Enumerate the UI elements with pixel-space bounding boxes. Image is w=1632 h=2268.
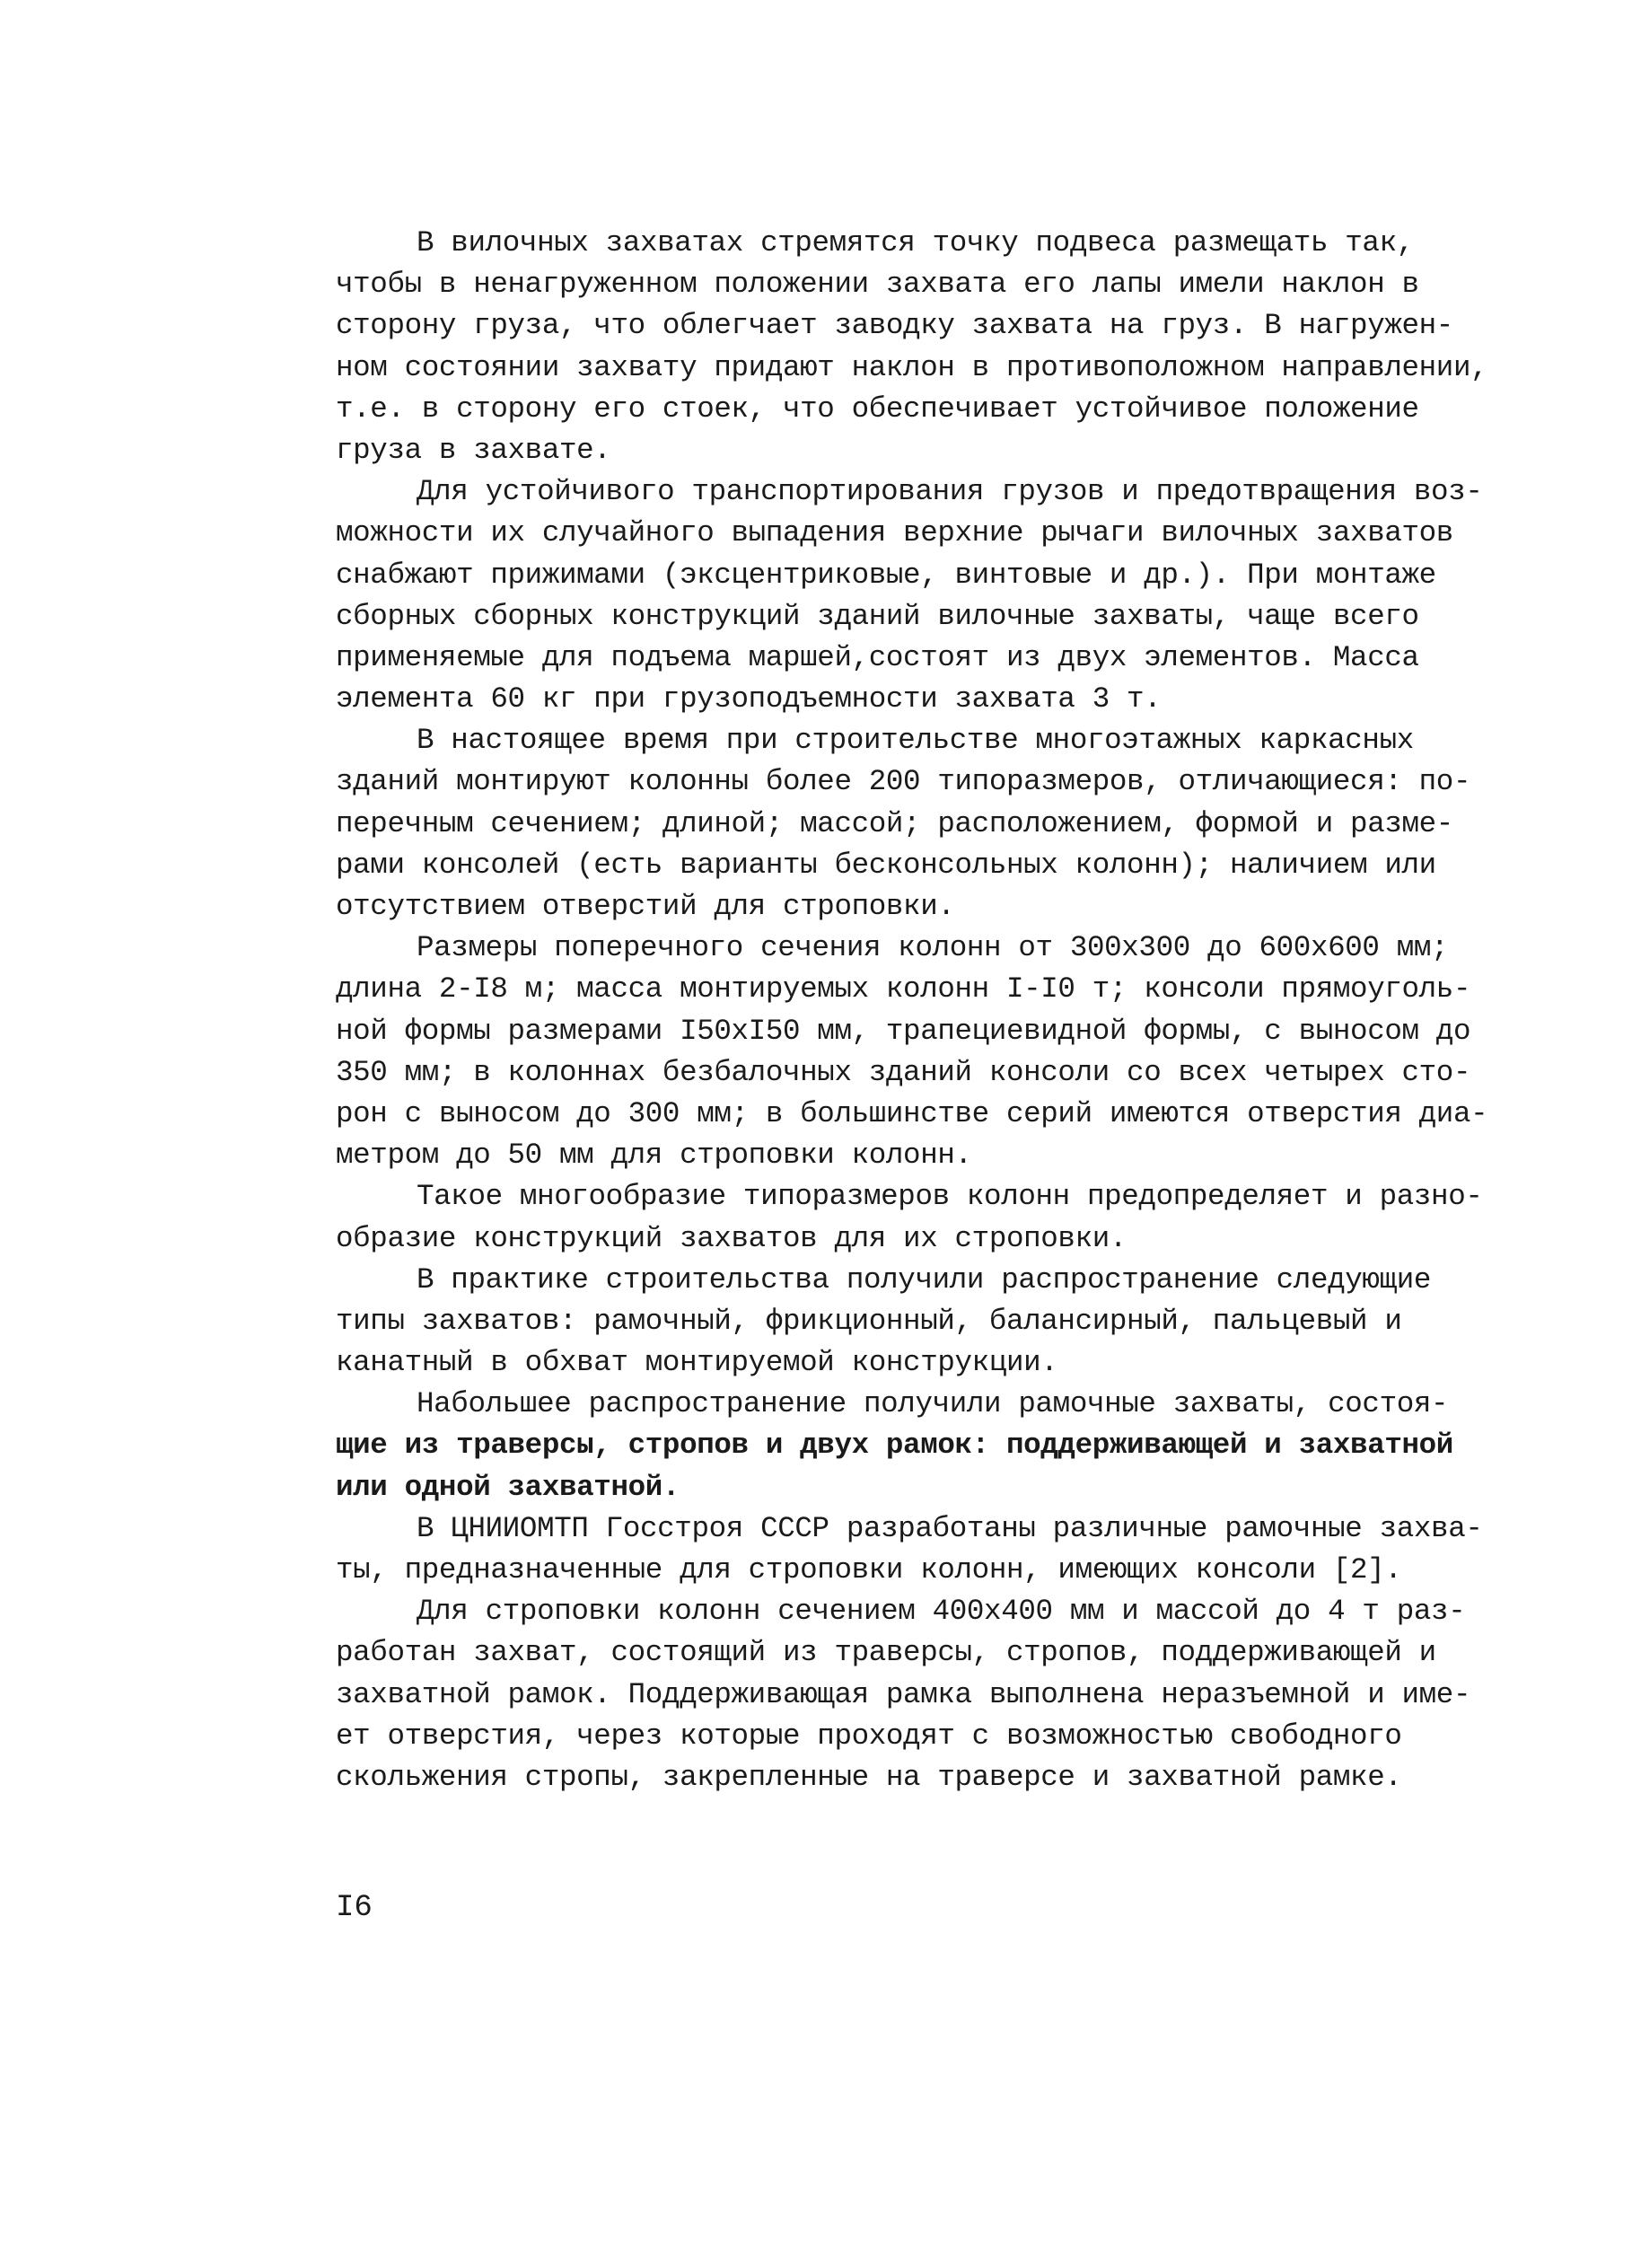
text-line: чтобы в ненагруженном положении захвата его лапы имели наклон в: [336, 268, 1419, 302]
text-line: можности их случайного выпадения верхние рычаги вилочных захватов: [336, 516, 1453, 550]
text-line: В ЦНИИОМТП Госстроя СССР разработаны различные рамочные захва-: [417, 1511, 1483, 1545]
text-line: ет отверстия, через которые проходят с возможностью свободного: [336, 1719, 1402, 1753]
text-line: рон с выносом до 300 мм; в большинстве серий имеются отверстия диа-: [336, 1096, 1488, 1130]
text-line: ном состоянии захвату придают наклон в противоположном направлении,: [336, 350, 1488, 384]
text-line: зданий монтируют колонны более 200 типоразмеров, отличающиеся: по-: [336, 765, 1471, 799]
text-line: 350 мм; в колоннах безбалочных зданий консоли со всех четырех сто-: [336, 1055, 1471, 1089]
text-line: снабжают прижимами (эксцентриковые, винтовые и др.). При монтаже: [336, 558, 1436, 592]
text-line: работан захват, состоящий из траверсы, стропов, поддерживающей и: [336, 1636, 1436, 1670]
page-number: I6: [336, 1891, 373, 1925]
text-line: Набольшее распространение получили рамочные захваты, состоя-: [417, 1387, 1449, 1421]
text-line: щие из траверсы, стропов и двух рамок: поддерживающей и захватной: [336, 1428, 1453, 1463]
text-line: Для устойчивого транспортирования грузов и предотвращения воз-: [417, 475, 1483, 509]
text-line: Размеры поперечного сечения колонн от 300х300 до 600х600 мм;: [417, 931, 1449, 965]
text-line: ной формы размерами I50хI50 мм, трапециевидной формы, с выносом до: [336, 1014, 1471, 1048]
text-line: Такое многообразие типоразмеров колонн предопределяет и разно-: [417, 1180, 1483, 1214]
text-line: или одной захватной.: [336, 1470, 680, 1504]
body-text: [336, 223, 1512, 1798]
text-line: В вилочных захватах стремятся точку подвеса размещать так,: [417, 226, 1414, 259]
text-line: рами консолей (есть варианты бесконсольных колонн); наличием или: [336, 848, 1436, 882]
text-line: перечным сечением; длиной; массой; расположением, формой и разме-: [336, 806, 1453, 840]
text-line: груза в захвате.: [336, 433, 611, 467]
text-line: сборных сборных конструкций зданий вилочные захваты, чаще всего: [336, 599, 1419, 633]
text-line: элемента 60 кг при грузоподъемности захвата 3 т.: [336, 682, 1162, 716]
text-line: скольжения стропы, закрепленные на траверсе и захватной рамке.: [336, 1760, 1402, 1794]
text-line: применяемые для подъема маршей,состоят из двух элементов. Масса: [336, 640, 1419, 674]
text-line: типы захватов: рамочный, фрикционный, балансирный, пальцевый и: [336, 1304, 1402, 1338]
text-line: метром до 50 мм для строповки колонн.: [336, 1138, 972, 1173]
text-line: образие конструкций захватов для их строповки.: [336, 1221, 1127, 1255]
text-line: длина 2-I8 м; масса монтируемых колонн I-I0 т; консоли прямоуголь-: [336, 972, 1471, 1007]
text-line: В практике строительства получили распространение следующие: [417, 1262, 1432, 1297]
text-line: канатный в обхват монтируемой конструкции.: [336, 1346, 1058, 1380]
text-line: т.е. в сторону его стоек, что обеспечивает устойчивое положение: [336, 391, 1419, 426]
text-line: отсутствием отверстий для строповки.: [336, 890, 955, 923]
text-line: ты, предназначенные для строповки колонн, имеющих консоли [2].: [336, 1553, 1402, 1587]
text-line: захватной рамок. Поддерживающая рамка выполнена неразъемной и име-: [336, 1677, 1471, 1711]
text-line: сторону груза, что облегчает заводку захвата на груз. В нагружен-: [336, 309, 1453, 343]
text-line: В настоящее время при строительстве многоэтажных каркасных: [417, 724, 1414, 758]
text-line: Для строповки колонн сечением 400х400 мм и массой до 4 т раз-: [417, 1595, 1466, 1629]
